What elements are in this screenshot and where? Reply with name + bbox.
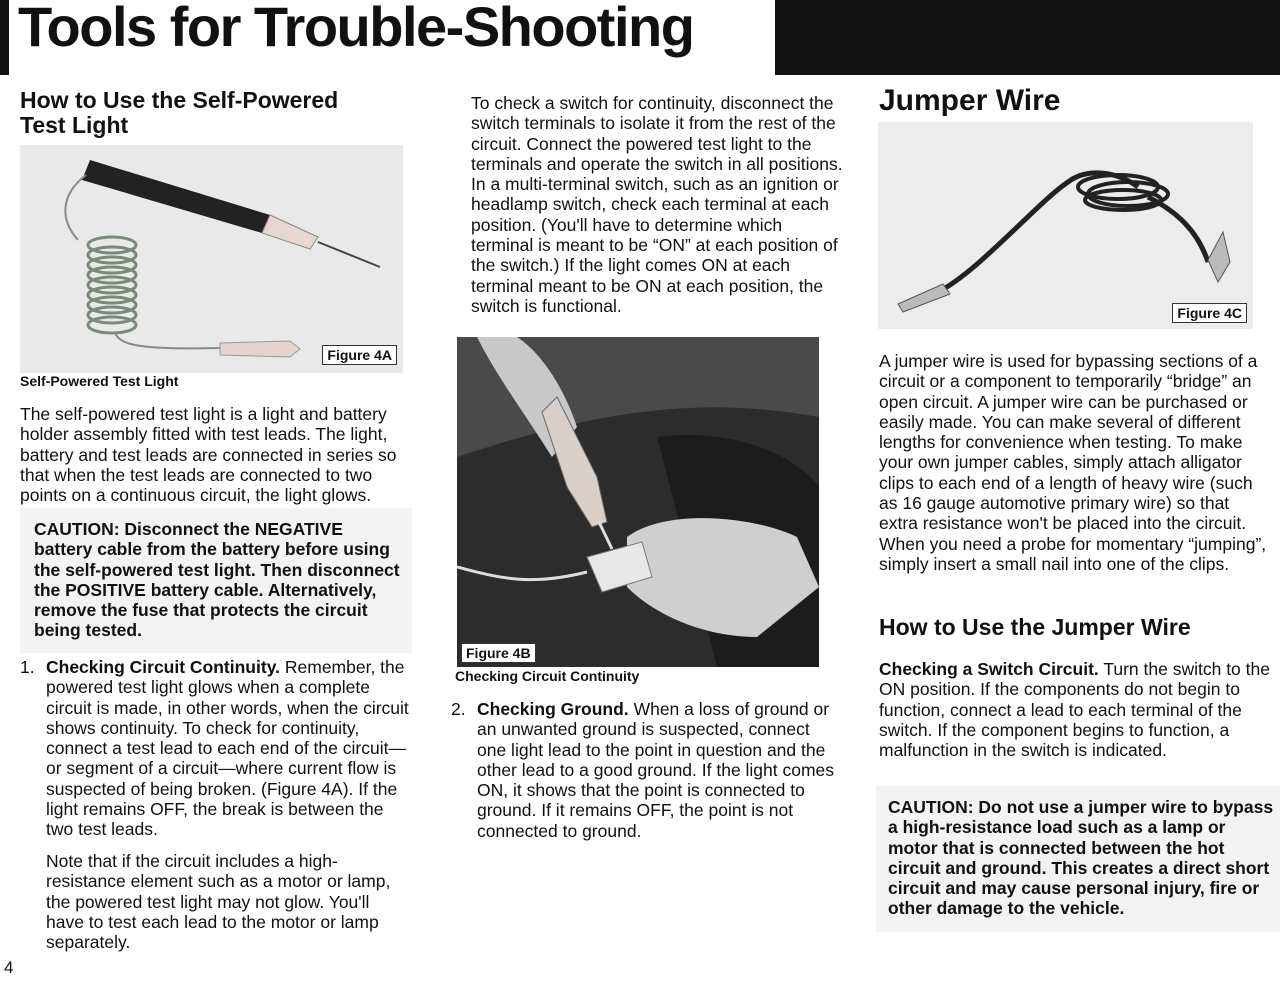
figure-4b-label: Figure 4B [461,643,536,663]
title-left-bar [0,0,9,75]
checking-continuity-illustration [457,337,819,667]
caution-jumper-wire: CAUTION: Do not use a jumper wire to bypass a high-resistance load such as a lamp or motor that is connected between the hot circuit and ground. This creates a direct short circuit and may cause personal injury, fire or other damage to the vehicle. [888,797,1274,919]
item-2-title: Checking Ground. [477,699,629,719]
intro-paragraph: The self-powered test light is a light and battery holder assembly fitted with test leads. The light, battery and test leads are connected in series so that when the test leads are connected to two points on a continuous circuit, the light glows. [20,404,397,506]
item-1-text: Remember, the powered test light glows when a complete circuit is made, in other words, when the circuit shows continuity. To check for continuity, connect a test lead to each end of the circuit—or segment of a circuit—where current flow is suspected of being broken. (Figure 4A). If the light remains OFF, the break is between the two test leads. [46,657,409,840]
item-2-number: 2. [451,699,466,719]
figure-4a-caption: Self-Powered Test Light [20,373,179,389]
caution-negative-cable: CAUTION: Disconnect the NEGATIVE battery cable from the battery before using the self-powered test light. Then disconnect the POSITIVE battery cable. Alternatively, remove the fuse that protects the circuit being tested. [34,519,400,641]
figure-4a-label: Figure 4A [322,345,397,365]
switch-continuity-text: To check a switch for continuity, disconnect the switch terminals to isolate it from the rest of the circuit. Connect the powered test light to the terminals and operate the switch in all positions. In a multi-terminal switch, such as an ignition or headlamp switch, check each terminal at each position. (You'll have to determine which terminal is meant to be “ON” at each position of the switch.) If the light comes ON at each terminal meant to be ON at each position, the switch is functional. [471,93,843,316]
item-1-note: Note that if the circuit includes a high-resistance element such as a motor or lamp, the powered test light may not glow. You'll have to test each lead to the motor or lamp separately. [46,851,391,953]
section-heading-jumper-wire: Jumper Wire [879,84,1061,117]
item-1-title: Checking Circuit Continuity. [46,657,280,677]
section-heading-how-to-use-jumper: How to Use the Jumper Wire [879,614,1191,640]
section-heading-test-light: How to Use the Self-Powered Test Light [20,87,339,138]
jumper-wire-illustration [878,122,1253,329]
item-2-text: When a loss of ground or an unwanted ground is suspected, connect one light lead to the point in question and the other lead to a good ground. If the light comes ON, it shows that the point is connected to ground. If it remains OFF, the point is not connected to ground. [477,699,835,841]
page-number: 4 [4,958,14,977]
switch-circuit-title: Checking a Switch Circuit. [879,659,1099,679]
switch-circuit-check [879,659,1271,760]
page-title: Tools for Trouble-Shooting [18,0,694,58]
figure-4b-photo [457,337,819,667]
item-1-number: 1. [20,657,35,677]
switch-circuit-text: Turn the switch to the ON position. If the components do not begin to function, connect a lead to each terminal of the switch. If the component begins to function, a malfunction in the switch is indicated. [879,659,1270,761]
jumper-wire-intro: A jumper wire is used for bypassing sections of a circuit or a component to temporarily “bridge” an open circuit. A jumper wire can be purchased or easily made. You can make several of different lengths for convenience when testing. To make your own jumper cables, simply attach alligator clips to each end of a length of heavy wire (such as 16 gauge automotive primary wire) so that extra resistance won't be placed into the circuit. When you need a probe for momentary “jumping”, simply insert a small nail into one of the clips. [879,351,1267,574]
test-light-intro [20,404,408,505]
item-1 [46,657,411,840]
figure-4c-photo [878,122,1253,329]
figure-4b-caption: Checking Circuit Continuity [455,668,640,684]
figure-4a-photo [20,145,403,373]
item-2 [477,699,843,841]
figure-4c-label: Figure 4C [1172,303,1247,323]
title-black-band [775,0,1280,75]
test-light-illustration [20,145,403,373]
